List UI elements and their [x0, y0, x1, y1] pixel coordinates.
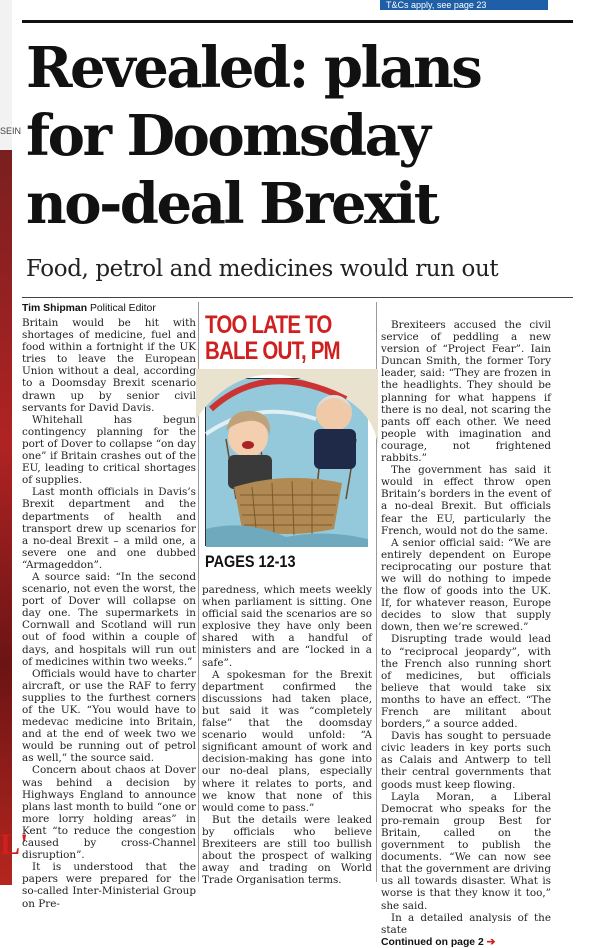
adjacent-page-label: SEIN: [0, 126, 22, 136]
paragraph: Last month officials in Davis’s Brexit department and the departments of health and transport drew up scenarios for a no-deal Brexit – a mild one, a severe one and one dubbed “Armageddon”.: [22, 486, 196, 571]
article-column-middle: [202, 584, 372, 886]
balloon-cartoon-image: [205, 378, 367, 546]
section-rule: [22, 297, 573, 298]
teaser-title-line-1: TOO LATE TO: [205, 311, 332, 339]
paragraph: Whitehall has begun contingency planning for the port of Dover to collapse “on day one” if Britain crashes out of the EU, leading to critical shortages of supplies.: [22, 413, 196, 487]
continued-link[interactable]: [381, 936, 551, 948]
paragraph: Disrupting trade would lead to “reciprocal jeopardy”, with the French also running short of medicines, but officials believe that would take six months to have an effect. “The French are militant about borders,” a source added.: [381, 633, 551, 731]
paragraph: But the details were leaked by officials who believe Brexiteers are still too bullish about the prospect of walking away and trading on World Trade Organisation terms.: [202, 813, 372, 887]
paragraph: A senior official said: “We are entirely dependent on Europe reciprocating our posture that we will do nothing to impede the flow of goods into the UK. If, for whatever reason, Europe decides to slow that supply down, then we’re screwed.”: [381, 536, 551, 634]
byline-name: Tim Shipman: [22, 303, 88, 314]
headline-line-1: Revealed: plans: [26, 35, 481, 101]
promo-bar: T&Cs apply, see page 23: [380, 0, 548, 10]
right-arrow-icon: ➔: [486, 936, 496, 948]
paragraph: Concern about chaos at Dover was behind a decision by Highways England to announce plans last month to build “one or more lorry holding areas” in Kent “to reduce the congestion caused by cross-Channel disruption”.: [22, 764, 196, 862]
headline-line-3: no-deal Brexit: [26, 171, 438, 237]
top-rule: [22, 20, 573, 23]
paragraph: It is understood that the papers were prepared for the so-called Inter-Ministerial Group on Pre-: [22, 861, 196, 910]
adjacent-page-edge: [0, 0, 29, 903]
headline-line-2: for Doomsday: [26, 103, 429, 169]
paragraph: The government has said it would in effect throw open Britain’s borders in the event of a no-deal Brexit. But officials fear the EU, particularly the French, would not do the same.: [381, 464, 551, 537]
standfirst: Food, petrol and medicines would run out: [26, 256, 499, 282]
teaser-title: [205, 312, 343, 364]
balloon-cartoon-illustration: [206, 379, 368, 547]
cartoon-teaser[interactable]: [201, 302, 373, 584]
paragraph: A spokesman for the Brexit department confirmed the discussions had taken place, but said it was “completely false” that the doomsday scenario would unfold: “A significant amount of work and decision-making has gone into our no-deal plans, especially where it relates to ports, and we know that none of this would come to pass.”: [202, 668, 372, 814]
teaser-title-line-2: BALE OUT, PM: [205, 337, 340, 365]
byline-role: Political Editor: [89, 303, 156, 314]
headline: [26, 34, 566, 238]
paragraph: paredness, which meets weekly when parliament is sitting. One official said the scenarios are so explosive they have only been shared with a handful of ministers and are “locked in a safe”.: [202, 584, 372, 669]
adjacent-page-image: [0, 150, 12, 885]
paragraph: A source said: “In the second scenario, not even the worst, the port of Dover will collapse on day one. The supermarkets in Cornwall and Scotland will run out of food within a couple of days, and hospitals will run out of medicines within two weeks.”: [22, 570, 196, 668]
paragraph: In a detailed analysis of the state: [381, 911, 551, 936]
continued-label: Continued on page 2: [381, 936, 484, 948]
adjacent-page-mark: L': [0, 828, 29, 861]
paragraph: Brexiteers accused the civil service of peddling a new version of “Project Fear”. Iain Duncan Smith, the former Tory leader, said: “They are frozen in the headlights. They should be planning for what happens if there is no deal, not scaring the pants off each other. We need people with imagination and courage, not frightened rabbits.”: [381, 319, 551, 465]
teaser-pages: PAGES 12-13: [205, 552, 296, 571]
article-column-right: [381, 319, 551, 948]
paragraph: Davis has sought to persuade civic leaders in key ports such as Calais and Antwerp to tell their central governments that goods must keep flowing.: [381, 730, 551, 791]
paragraph: Britain would be hit with shortages of medicine, fuel and food within a fortnight if the UK tries to leave the European Union without a deal, according to a Doomsday Brexit scenario drawn up by senior civil servants for David Davis.: [22, 317, 196, 414]
article-column-left: [22, 317, 196, 910]
paragraph: Layla Moran, a Liberal Democrat who speaks for the pro-remain group Best for Britain, called on the government to publish the documents. “We can now see that the government are driving us all towards disaster. What is worse is that they know it too,” she said.: [381, 790, 551, 912]
paragraph: Officials would have to charter aircraft, or use the RAF to ferry supplies to the furthest corners of the UK. “You would have to medevac medicine into Britain, and at the end of week two we would be running out of petrol as well,” the source said.: [22, 667, 196, 765]
byline: [22, 303, 156, 314]
